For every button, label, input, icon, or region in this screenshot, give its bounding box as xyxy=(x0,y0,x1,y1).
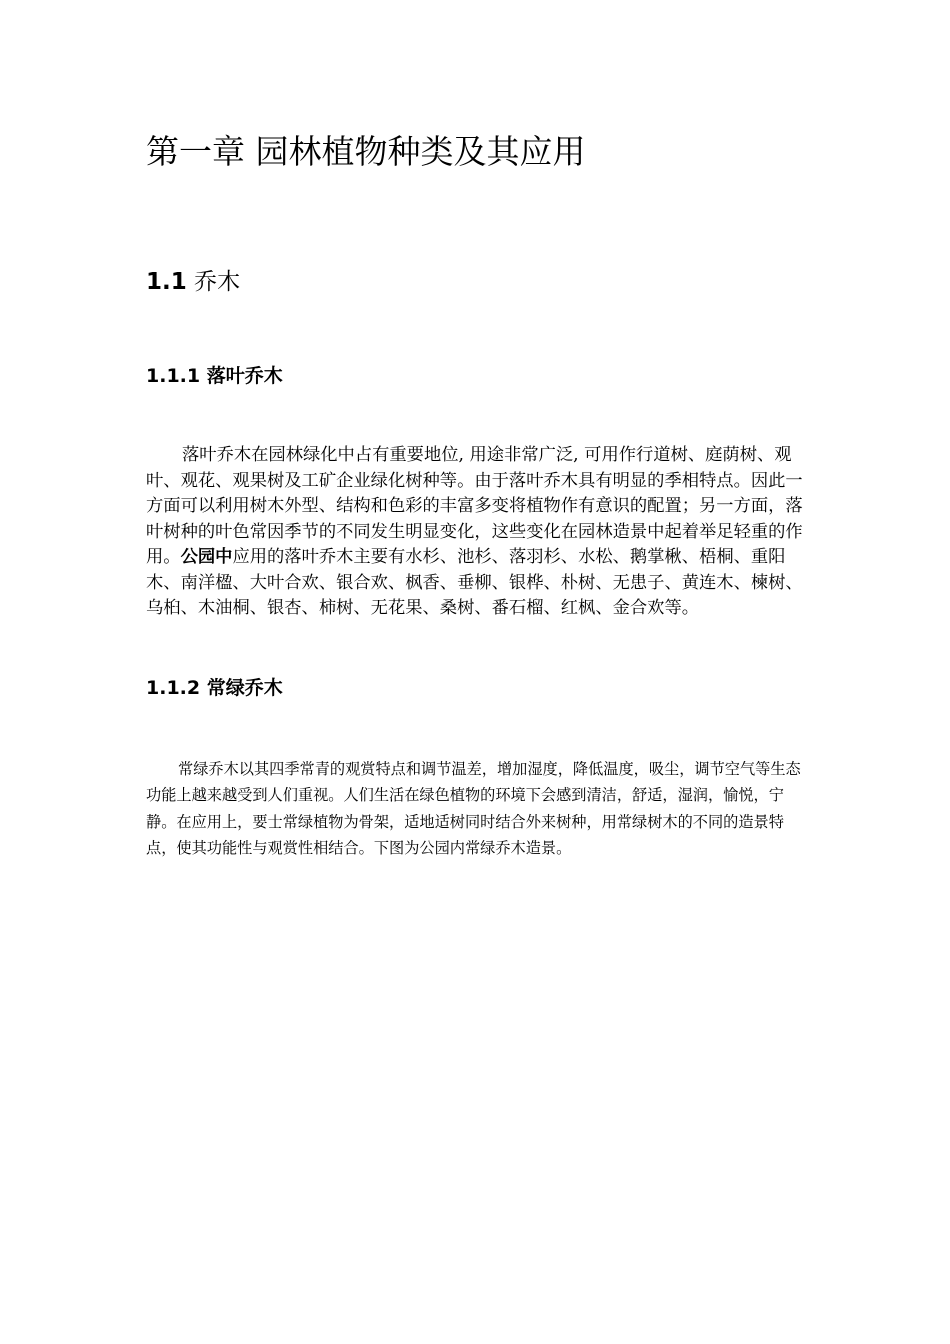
subsection-title-deciduous: 1.1.1 落叶乔木 xyxy=(146,365,283,387)
subsection-title-evergreen: 1.1.2 常绿乔木 xyxy=(146,677,283,699)
paragraph-text: 常绿乔木以其四季常青的观赏特点和调节温差，增加湿度，降低温度，吸尘，调节空气等生态功能上越来越受到人们重视。人们生活在绿色植物的环境下会感到清洁，舒适，湿润，愉悦，宁静。在应用上，要士常绿植物为骨架，适地适树同时结合外来树种，用常绿树木的不同的造景特点，使其功能性与观赏性相结合。下图为公园内常绿乔木造景。 xyxy=(146,760,801,857)
paragraph-emphasis: 公园中 xyxy=(180,547,233,567)
paragraph-text-part1: 落叶乔木在园林绿化中占有重要地位, 用途非常广泛, 可用作行道树、庭荫树、观叶、观花、观果树及工矿企业绿化树种等。由于落叶乔木具有明显的季相特点。因此一方面可以利用树木外型、结构和色彩的丰富多变将植物作有意识的配置；另一方面，落叶树种的叶色常因季节的不同发生明显变化，这些变化在园林造景中起着举足轻重的作用。 xyxy=(146,445,803,567)
paragraph-deciduous-trees xyxy=(146,443,806,622)
paragraph-evergreen-trees xyxy=(146,756,801,861)
chapter-title: 第一章 园林植物种类及其应用 xyxy=(146,132,586,171)
section-title-text: 乔木 xyxy=(194,269,241,295)
section-title xyxy=(146,264,240,300)
section-number: 1.1 xyxy=(146,269,187,295)
paragraph-text-part2: 应用的落叶乔木主要有水杉、池杉、落羽杉、水松、鹅掌楸、梧桐、重阳木、南洋楹、大叶合欢、银合欢、枫香、垂柳、银桦、朴树、无患子、黄连木、楝树、乌桕、木油桐、银杏、柿树、无花果、桑树、番石榴、红枫、金合欢等。 xyxy=(146,547,803,618)
